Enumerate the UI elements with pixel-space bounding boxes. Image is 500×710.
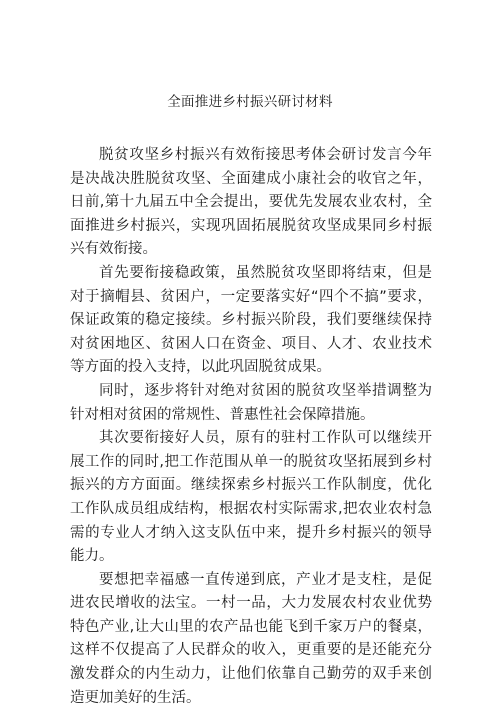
paragraph: 同时，逐步将针对绝对贫困的脱贫攻坚举措调整为针对相对贫困的常规性、普惠性社会保障措施。	[70, 382, 432, 423]
document-title: 全面推进乡村振兴研讨材料	[167, 94, 333, 110]
paragraph: 首先要衔接稳政策，虽然脱贫攻坚即将结束，但是对于摘帽县、贫困户，一定要落实好“四个不搞”要求，保证政策的稳定接续。乡村振兴阶段，我们要继续保持对贫困地区、贫困人口在资金、项目、人才、农业技术等方面的投入支持，以此巩固脱贫成果。	[70, 264, 432, 376]
paragraph: 其次要衔接好人员，原有的驻村工作队可以继续开展工作的同时,把工作范围从单一的脱贫攻坚拓展到乡村振兴的方方面面。继续探索乡村振兴工作队制度，优化工作队成员组成结构，根据农村实际需求,把农业农村急需的专业人才纳入这支队伍中来，提升乡村振兴的领导能力。	[70, 430, 432, 565]
paragraph: 脱贫攻坚乡村振兴有效衔接思考体会研讨发言今年是决战决胜脱贫攻坚、全面建成小康社会的收官之年，日前,第十九届五中全会提出，要优先发展农业农村，全面推进乡村振兴，实现巩固拓展脱贫攻坚成果同乡村振兴有效衔接。	[70, 147, 432, 258]
paragraph: 要想把幸福感一直传递到底，产业才是支柱，是促进农民增收的法宝。一村一品，大力发展农村农业优势特色产业,让大山里的农产品也能飞到千家万户的餐桌，这样不仅提高了人民群众的收入，更重要的是还能充分激发群众的内生动力，让他们依靠自己勤劳的双手来创造更加美好的生活。	[70, 571, 432, 706]
document-body	[70, 144, 432, 710]
